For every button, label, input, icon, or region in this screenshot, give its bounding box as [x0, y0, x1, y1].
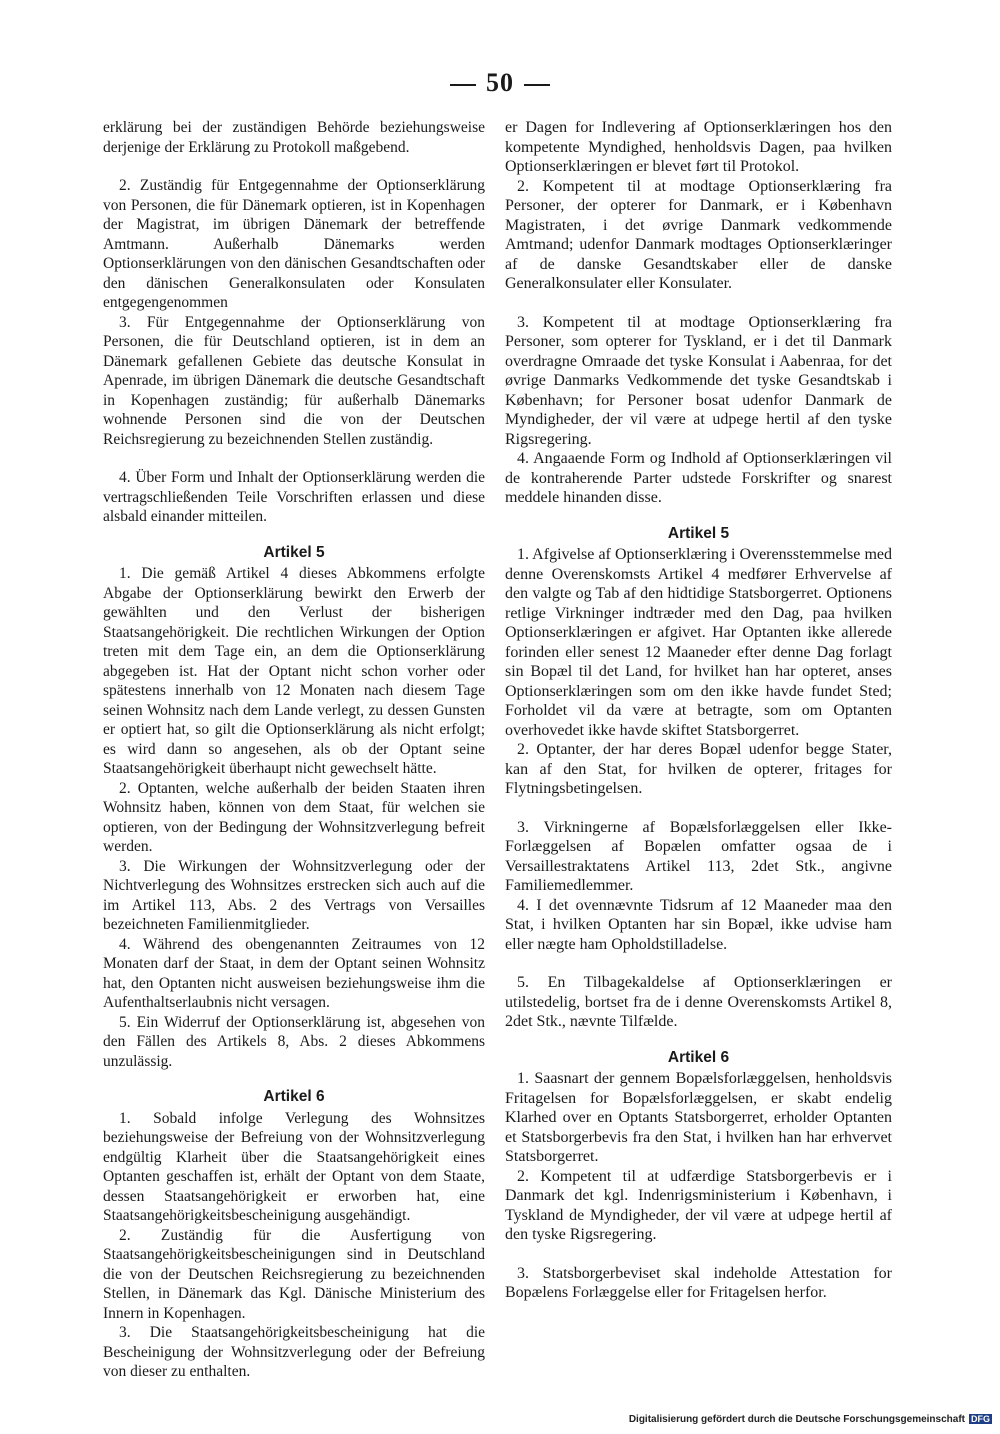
danish-paragraph-2: 2. Kompetent til at modtage Optionserklæring fra Personer, der opterer for Danmark, er i København Magistraten, i det øvrige Danmark vedkommende Amtmand; udenfor Danmark modtages Optionserklæringer af de danske Gesandtskaber eller de danske Generalkonsulater eller Konsulater.: [505, 177, 892, 292]
german-art5-paragraph-1: 1. Die gemäß Artikel 4 dieses Abkommens erfolgte Abgabe der Optionserklärung bewirkt den Erwerb der gewählten und den Verlust der bisherigen Staatsangehörigkeit. Die rechtlichen Wirkungen der Option treten mit dem Tage ein, an dem die Optionserklärung abgegeben ist. Hat der Optant nicht schon vorher oder spätestens innerhalb von 12 Monaten nach diesem Tage seinen Wohnsitz nach dem Lande verlegt, zu dessen Gunsten er optiert hat, so gilt die Optionserklärung als nicht erfolgt; es wird dann so angesehen, als ob der Optant seine Staatsangehörigkeit überhaupt nicht gewechselt hätte.: [103, 565, 485, 777]
danish-column: [505, 118, 892, 1303]
danish-article-5-heading: Artikel 5: [667, 524, 730, 542]
danish-art6-paragraph-1: 1. Saasnart der gennem Bopælsforlæggelsen, henholdsvis Fritagelsen for Bopælsforlæggelsen, er skabt endelig Klarhed over en Optants Statsborgerret, erholder Optanten et Statsborgerbevis fra den Stat, i hvilken han har erhvervet Statsborgerret.: [505, 1070, 892, 1165]
danish-art6-paragraph-3: 3. Statsborgerbeviset skal indeholde Attestation for Bopælens Forlæggelse eller for Fritagelsen herfor.: [505, 1264, 892, 1301]
german-art5-paragraph-4: 4. Während des obengenannten Zeitraumes von 12 Monaten darf der Staat, in dem der Optant seinen Wohnsitz hat, den Optanten nicht ausweisen beziehungsweise ihm die Aufenthaltserlaubnis nicht versagen.: [103, 935, 485, 1011]
danish-art6-paragraph-2: 2. Kompetent til at udfærdige Statsborgerbevis er i Danmark det kgl. Indenrigsministerium i København, i Tyskland de Myndigheder, der vil være at udpege hertil af den tyske Rigsregering.: [505, 1167, 892, 1243]
german-article-6-heading: Artikel 6: [263, 1088, 325, 1105]
danish-art5-paragraph-1: 1. Afgivelse af Optionserklæring i Overensstemmelse med denne Overenskomsts Artikel 4 medfører Erhvervelse af den valgte og Tab af den hidtidige Statsborgerret. Optionens retlige Virkninger indtræder med den Dag, paa hvilken Optionserklæringen er afgivet. Har Optanten ikke allerede forinden eller senest 12 Maaneder efter denne Dag forlagt sin Bopæl til det Land, for hvilket han har opteret, anses Optionserklæringen som om den ikke havde fundet Sted; Forholdet vil da være at betragte, som om Optanten overhovedet ikke havde skiftet Statsborgerret.: [505, 546, 892, 739]
german-paragraph-4: 4. Über Form und Inhalt der Optionserklärung werden die vertragschließenden Teile Vorschriften erlassen und diese alsbald einander mitteilen.: [103, 469, 485, 525]
danish-paragraph-3: 3. Kompetent til at modtage Optionserklæring fra Personer, som opterer for Tyskland, er i det til Danmark overdragne Omraade det tyske Konsulat i Aabenraa, for det øvrige Danmarks Vedkommende det tyske Gesandtskab i København; for Personer bosat udenfor Danmark de Myndigheder, der vil være at udpege hertil af den tyske Rigsregering.: [505, 313, 892, 448]
page-number-header: [0, 68, 1000, 98]
danish-art5-paragraph-3: 3. Virkningerne af Bopælsforlæggelsen eller Ikke-Forlæggelsen af Bopælen omfatter ogsaa de i Versaillestraktatens Artikel 113, 2det Stk., angivne Familiemedlemmer.: [505, 818, 892, 894]
dfg-logo: DFG: [971, 1414, 990, 1424]
page-number: 50: [486, 68, 514, 97]
german-art6-paragraph-3: 3. Die Staatsangehörigkeitsbescheinigung hat die Bescheinigung der Wohnsitzverlegung oder der Befreiung von dieser zu enthalten.: [103, 1324, 485, 1380]
danish-art5-paragraph-2: 2. Optanter, der har deres Bopæl udenfor begge Stater, kan af den Stat, for hvilken de opterer, fritages for Flytningsbetingelsen.: [505, 741, 892, 797]
header-dash-right: [524, 84, 550, 86]
danish-paragraph-4: 4. Angaaende Form og Indhold af Optionserklæringen vil de kontraherende Parter udstede Forskrifter og snarest meddele hinanden disse.: [505, 450, 892, 506]
digitization-credit: [629, 1414, 992, 1425]
danish-article-6-heading: Artikel 6: [667, 1048, 730, 1066]
danish-intro-paragraph: er Dagen for Indlevering af Optionserklæringen hos den kompetente Myndighed, henholdsvis Dagen, paa hvilken Optionserklæringen er blevet ført til Protokol.: [505, 119, 892, 175]
german-paragraph-2: 2. Zuständig für Entgegennahme der Optionserklärung von Personen, die für Dänemark optieren, ist in Kopenhagen der Magistrat, im übrigen Dänemark der betreffende Amtmann. Außerhalb Dänemarks werden Optionserklärungen von den dänischen Gesandtschaften oder den dänischen Generalkonsulaten oder Konsulaten entgegengenommen: [103, 177, 485, 311]
german-intro-paragraph: erklärung bei der zuständigen Behörde beziehungsweise derjenige der Erklärung zu Protokoll maßgebend.: [103, 119, 485, 156]
german-art5-paragraph-5: 5. Ein Widerruf der Optionserklärung ist, abgesehen von den Fällen des Artikels 8, Abs. 2 dieses Abkommens unzulässig.: [103, 1013, 485, 1070]
german-column: [103, 118, 485, 1382]
digitization-credit-text: Digitalisierung gefördert durch die Deutsche Forschungsgemeinschaft: [628, 1414, 965, 1425]
german-art6-paragraph-1: 1. Sobald infolge Verlegung des Wohnsitzes beziehungsweise der Befreiung von der Wohnsitzverlegung endgültig Klarheit über die Staatsangehörigkeit eines Optanten geschaffen ist, erhält der Optant von dem Staate, dessen Staatsangehörigkeit er erworben hat, eine Staatsangehörigkeitsbescheinigung ausgehändigt.: [103, 1109, 485, 1224]
german-art5-paragraph-2: 2. Optanten, welche außerhalb der beiden Staaten ihren Wohnsitz haben, können von dem Staat, für welchen sie optieren, von der Bedingung der Wohnsitzverlegung befreit werden.: [103, 779, 485, 855]
german-art5-paragraph-3: 3. Die Wirkungen der Wohnsitzverlegung oder der Nichtverlegung des Wohnsitzes erstrecken sich auch auf die im Artikel 113, Abs. 2 des Vertrags von Versailles bezeichneten Familienmitglieder.: [103, 857, 485, 933]
german-article-5-heading: Artikel 5: [263, 543, 325, 561]
header-dash-left: [450, 84, 476, 86]
danish-art5-paragraph-5: 5. En Tilbagekaldelse af Optionserklæringen er utilstedelig, bortset fra de i denne Overenskomsts Artikel 8, 2det Stk., nævnte Tilfælde.: [505, 974, 892, 1030]
danish-art5-paragraph-4: 4. I det ovennævnte Tidsrum af 12 Maaneder maa den Stat, i hvilken Optanten har sin Bopæl, ikke udvise ham eller nægte ham Opholdstilladelse.: [505, 896, 892, 953]
german-art6-paragraph-2: 2. Zuständig für die Ausfertigung von Staatsangehörigkeitsbescheinigungen sind in Deutschland die von der Deutschen Reichsregierung zu bezeichnenden Stellen, in Dänemark das Kgl. Dänische Ministerium des Innern in Kopenhagen.: [103, 1226, 485, 1322]
german-paragraph-3: 3. Für Entgegennahme der Optionserklärung von Personen, die für Deutschland optieren, ist in dem an Dänemark gefallenen Gebiete das deutsche Konsulat in Apenrade, im übrigen Dänemark die deutsche Gesandtschaft in Kopenhagen zuständig; für außerhalb Dänemarks wohnende Personen sind die von der Deutschen Reichsregierung zu bezeichnenden Stellen zuständig.: [103, 313, 485, 448]
